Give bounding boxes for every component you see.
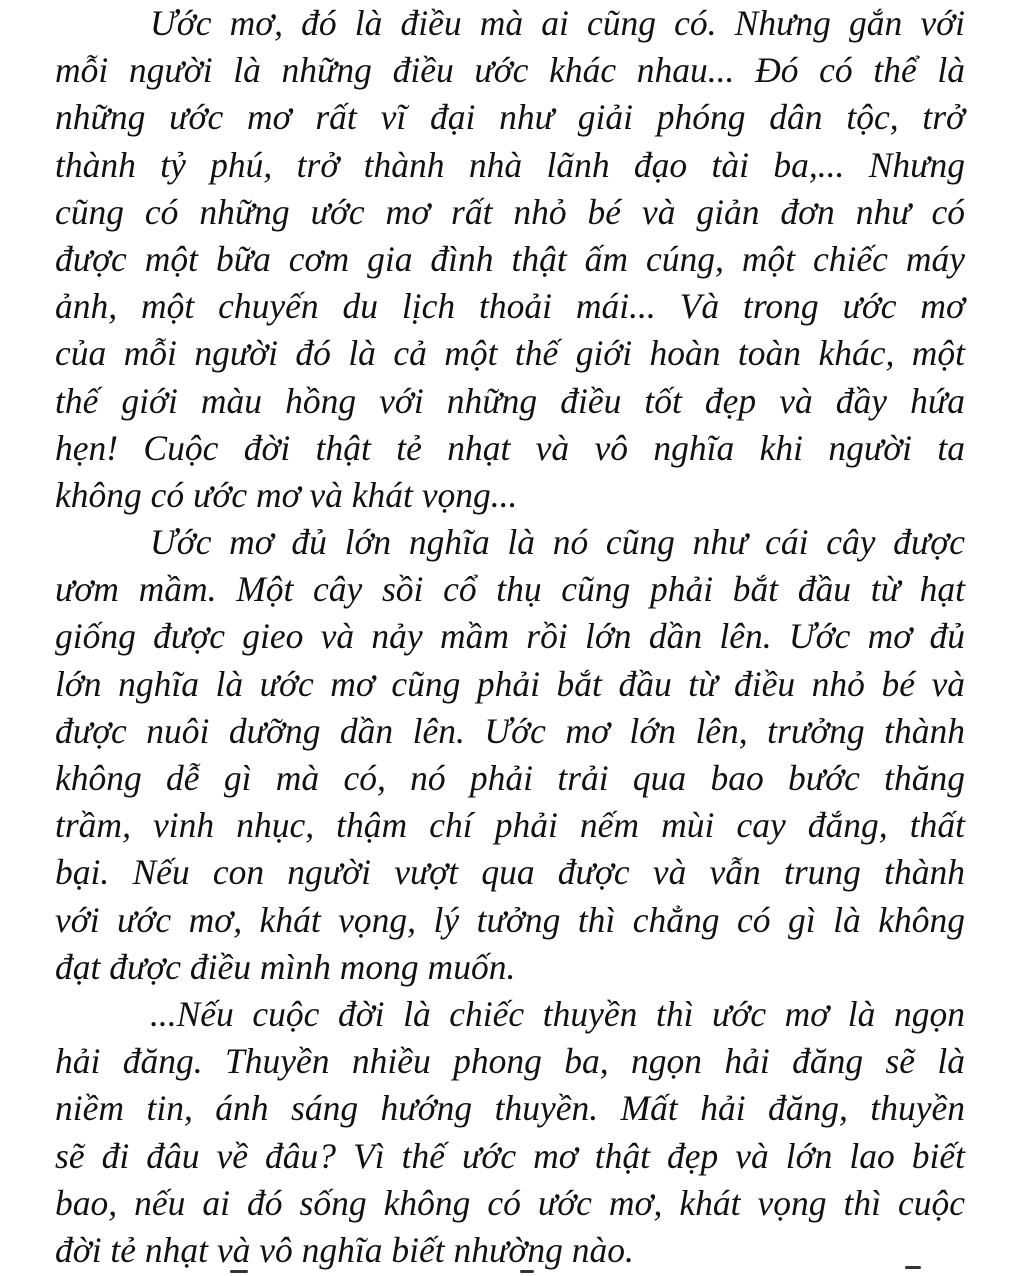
text-line: bại. Nếu con người vượt qua được và vẫn trung thành	[55, 852, 965, 893]
text-line: cũng có những ước mơ rất nhỏ bé và giản đơn như có	[55, 191, 965, 232]
text-line: ...Nếu cuộc đời là chiếc thuyền thì ước mơ là ngọn	[150, 993, 965, 1034]
text-line: đạt được điều mình mong muốn.	[55, 946, 516, 987]
text-line: lớn nghĩa là ước mơ cũng phải bắt đầu từ điều nhỏ bé và	[55, 663, 965, 704]
text-line: ảnh, một chuyến du lịch thoải mái... Và trong ước mơ	[55, 286, 965, 327]
document-body	[55, 0, 965, 1274]
text-line: thành tỷ phú, trở thành nhà lãnh đạo tài ba,... Nhưng	[55, 144, 965, 185]
text-line: niềm tin, ánh sáng hướng thuyền. Mất hải đăng, thuyền	[55, 1088, 965, 1129]
text-line: Ước mơ, đó là điều mà ai cũng có. Nhưng gắn với	[150, 3, 965, 43]
text-line: hẹn! Cuộc đời thật tẻ nhạt và vô nghĩa khi người ta	[55, 427, 965, 468]
paragraph-1	[55, 0, 965, 519]
text-line: không dễ gì mà có, nó phải trải qua bao bước thăng	[55, 758, 965, 798]
cropped-glyph	[520, 1270, 534, 1273]
cropped-text-line	[0, 1262, 1024, 1276]
text-line: trầm, vinh nhục, thậm chí phải nếm mùi cay đắng, thất	[55, 805, 965, 846]
text-line: đời tẻ nhạt và vô nghĩa biết nhường nào.	[55, 1229, 634, 1270]
text-line: mỗi người là những điều ước khác nhau... Đó có thể là	[55, 50, 965, 91]
text-line: giống được gieo và nảy mầm rồi lớn dần lên. Ước mơ đủ	[55, 616, 965, 657]
text-line: của mỗi người đó là cả một thế giới hoàn toàn khác, một	[55, 333, 965, 374]
text-line: sẽ đi đâu về đâu? Vì thế ước mơ thật đẹp và lớn lao biết	[55, 1135, 965, 1176]
text-line: ươm mầm. Một cây sồi cổ thụ cũng phải bắt đầu từ hạt	[55, 569, 965, 610]
text-line: Ước mơ đủ lớn nghĩa là nó cũng như cái cây được	[150, 522, 965, 563]
paragraph-3	[55, 991, 965, 1274]
cropped-glyph	[230, 1270, 248, 1273]
text-line: với ước mơ, khát vọng, lý tưởng thì chẳng có gì là không	[55, 899, 965, 940]
text-line: bao, nếu ai đó sống không có ước mơ, khát vọng thì cuộc	[55, 1182, 965, 1223]
text-line: không có ước mơ và khát vọng...	[55, 474, 518, 515]
paragraph-2	[55, 519, 965, 991]
cropped-glyph	[905, 1266, 921, 1269]
text-line: hải đăng. Thuyền nhiều phong ba, ngọn hải đăng sẽ là	[55, 1041, 965, 1082]
text-line: được nuôi dưỡng dần lên. Ước mơ lớn lên, trưởng thành	[55, 710, 965, 751]
text-line: những ước mơ rất vĩ đại như giải phóng dân tộc, trở	[55, 97, 965, 138]
text-line: thế giới màu hồng với những điều tốt đẹp và đầy hứa	[55, 380, 965, 421]
text-line: được một bữa cơm gia đình thật ấm cúng, một chiếc máy	[55, 238, 965, 279]
